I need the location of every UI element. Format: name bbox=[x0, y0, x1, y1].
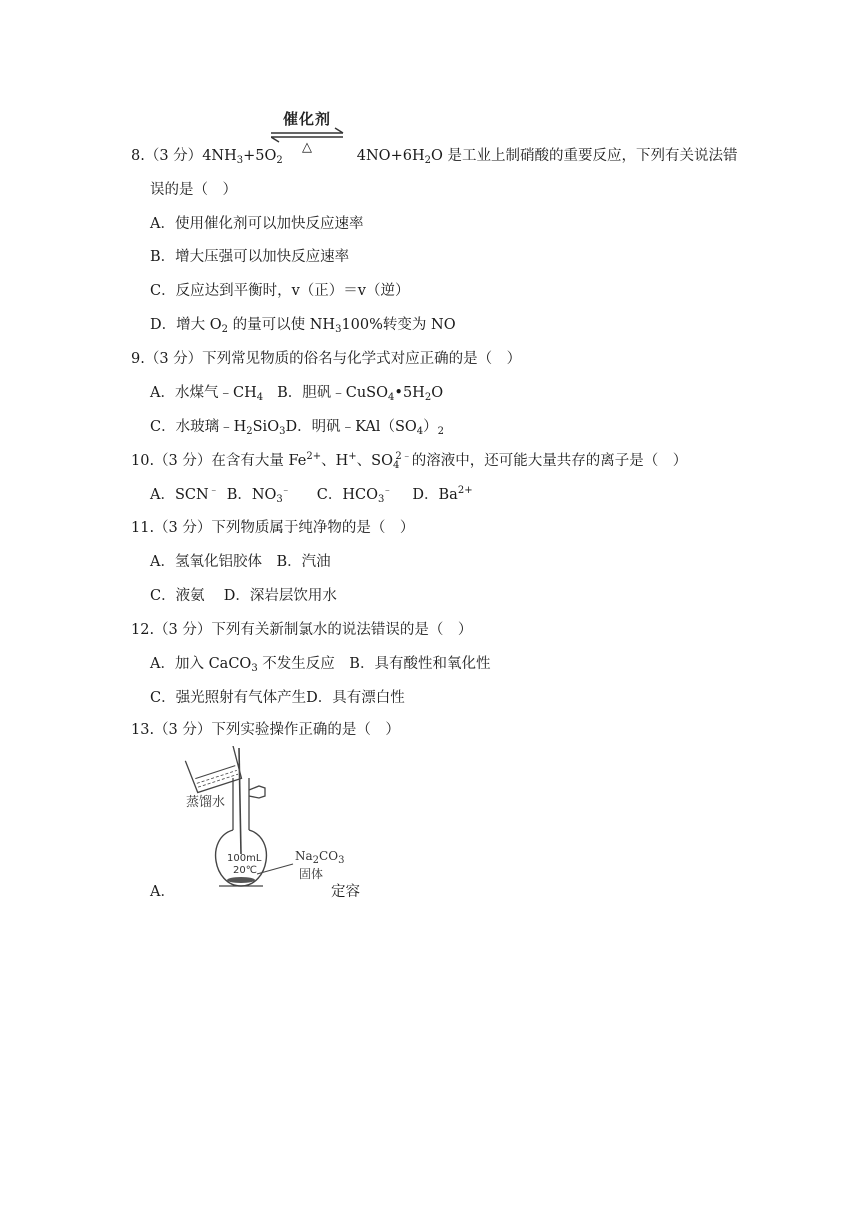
q12-options-cd: C．强光照射有气体产生D．具有漂白性 bbox=[150, 690, 405, 706]
q9-sub: 2 bbox=[246, 426, 253, 437]
q11-stem: 11.（3 分）下列物质属于纯净物的是（ ） bbox=[131, 520, 415, 536]
q9-options-cd bbox=[150, 417, 444, 437]
q10-option-c: C．HCO bbox=[316, 487, 379, 503]
q10-sub: 3 bbox=[378, 494, 385, 505]
figure-solid-text: CO bbox=[319, 849, 339, 863]
q8-d-sub: 2 bbox=[221, 324, 228, 335]
q10-sup: ﹣ bbox=[208, 485, 219, 496]
q10-stem-text: 的溶液中，还可能大量共存的离子是（ ） bbox=[411, 453, 688, 469]
q12-option-b: 不发生反应 B．具有酸性和氧化性 bbox=[257, 656, 491, 672]
q9-b-text: •5H bbox=[394, 385, 425, 401]
q8-stem-continued: 误的是（ ） bbox=[150, 182, 237, 198]
figure-volume-label: 100mL bbox=[227, 853, 262, 864]
volumetric-flask-figure bbox=[175, 746, 345, 892]
q12-stem: 12.（3 分）下列有关新制氯水的说法错误的是（ ） bbox=[131, 622, 473, 638]
q9-option-b: B．胆矾﹣CuSO bbox=[277, 385, 389, 401]
figure-water-label: 蒸馏水 bbox=[186, 795, 226, 810]
q10-stem-text: 10.（3 分）在含有大量 Fe bbox=[131, 453, 307, 469]
q10-option-d: D．Ba bbox=[412, 487, 458, 503]
q9-b-text: O bbox=[431, 385, 444, 401]
q10-options bbox=[150, 485, 473, 505]
q10-option-b: B．NO bbox=[226, 487, 277, 503]
q9-option-a: A．水煤气﹣CH bbox=[150, 385, 257, 401]
q9-option-c: C．水玻璃﹣H bbox=[150, 419, 247, 435]
q9-sub: 4 bbox=[416, 426, 424, 437]
q13-option-a-caption: 定容 bbox=[331, 884, 360, 900]
q8-sub: 2 bbox=[276, 155, 283, 166]
q12-options-ab bbox=[150, 654, 490, 674]
q12-sub: 3 bbox=[251, 663, 258, 674]
q8-reactants: 4NH bbox=[202, 148, 237, 164]
q10-sup: + bbox=[348, 451, 357, 462]
figure-solid-state: 固体 bbox=[299, 867, 324, 881]
q10-sup: ﹣ bbox=[280, 485, 291, 496]
heat-symbol: △ bbox=[302, 140, 312, 155]
q11-options-ab: A．氢氧化铝胶体 B．汽油 bbox=[150, 554, 331, 570]
q8-d-text: 的量可以使 NH bbox=[228, 317, 336, 333]
q8-number: 8. bbox=[131, 148, 145, 164]
q10-stem-text: 、H bbox=[321, 453, 349, 469]
q10-sup: 2+ bbox=[306, 451, 322, 462]
q9-d-text: ） bbox=[423, 419, 438, 435]
q9-sub: 2 bbox=[437, 426, 445, 437]
q8-stem-text: O 是工业上制硝酸的重要反应，下列有关说法错 bbox=[430, 148, 738, 164]
figure-solid-text: Na bbox=[295, 849, 313, 863]
q8-reactants-2: +5O bbox=[243, 148, 277, 164]
q10-sup: ﹣ bbox=[382, 485, 393, 496]
q8-score: （3 分） bbox=[144, 148, 203, 164]
q8-d-sub: 3 bbox=[335, 324, 342, 335]
q9-sub: 4 bbox=[256, 392, 264, 403]
q10-sup: 2﹣ bbox=[395, 451, 412, 462]
q12-option-a: A．加入 CaCO bbox=[150, 656, 252, 672]
q9-option-d: D．明矾﹣KAl（SO bbox=[285, 419, 417, 435]
q10-stem-text: 、SO bbox=[356, 453, 393, 469]
q8-sub: 2 bbox=[424, 155, 431, 166]
q10-sup: 2+ bbox=[457, 485, 473, 496]
q8-d-text: 100%转变为 NO bbox=[341, 317, 456, 333]
q9-sub: 4 bbox=[388, 392, 395, 403]
q9-options-ab bbox=[150, 383, 443, 403]
figure-solid-label bbox=[295, 849, 345, 866]
q8-products: 4NO+6H bbox=[356, 148, 425, 164]
q10-sub: 4 bbox=[392, 460, 400, 471]
q13-option-a-label: A． bbox=[150, 884, 175, 900]
q9-sub: 3 bbox=[279, 426, 286, 437]
q11-options-cd: C．液氨 D．深岩层饮用水 bbox=[150, 588, 337, 604]
q10-option-a: A．SCN bbox=[150, 487, 209, 503]
q8-option-a: A．使用催化剂可以加快反应速率 bbox=[150, 216, 364, 232]
q8-sub: 3 bbox=[236, 155, 244, 166]
q8-option-d bbox=[150, 315, 456, 335]
figure-solid-sub: 3 bbox=[338, 855, 345, 866]
q9-stem: 9.（3 分）下列常见物质的俗名与化学式对应正确的是（ ） bbox=[131, 351, 522, 367]
q8-option-b: B．增大压强可以加快反应速率 bbox=[150, 249, 350, 265]
q8-stem bbox=[131, 146, 737, 166]
q10-stem bbox=[131, 451, 687, 471]
figure-solid-sub: 2 bbox=[312, 855, 320, 866]
q9-sub: 2 bbox=[424, 392, 432, 403]
q8-option-c: C．反应达到平衡时，v（正）＝v（逆） bbox=[150, 283, 410, 299]
q9-c-text: SiO bbox=[252, 419, 280, 435]
figure-temp-label: 20℃ bbox=[233, 865, 257, 876]
q8-d-text: D．增大 O bbox=[150, 317, 222, 333]
q10-sub: 3 bbox=[276, 494, 283, 505]
q13-stem: 13.（3 分）下列实验操作正确的是（ ） bbox=[131, 722, 400, 738]
catalyst-label: 催化剂 bbox=[283, 110, 332, 128]
